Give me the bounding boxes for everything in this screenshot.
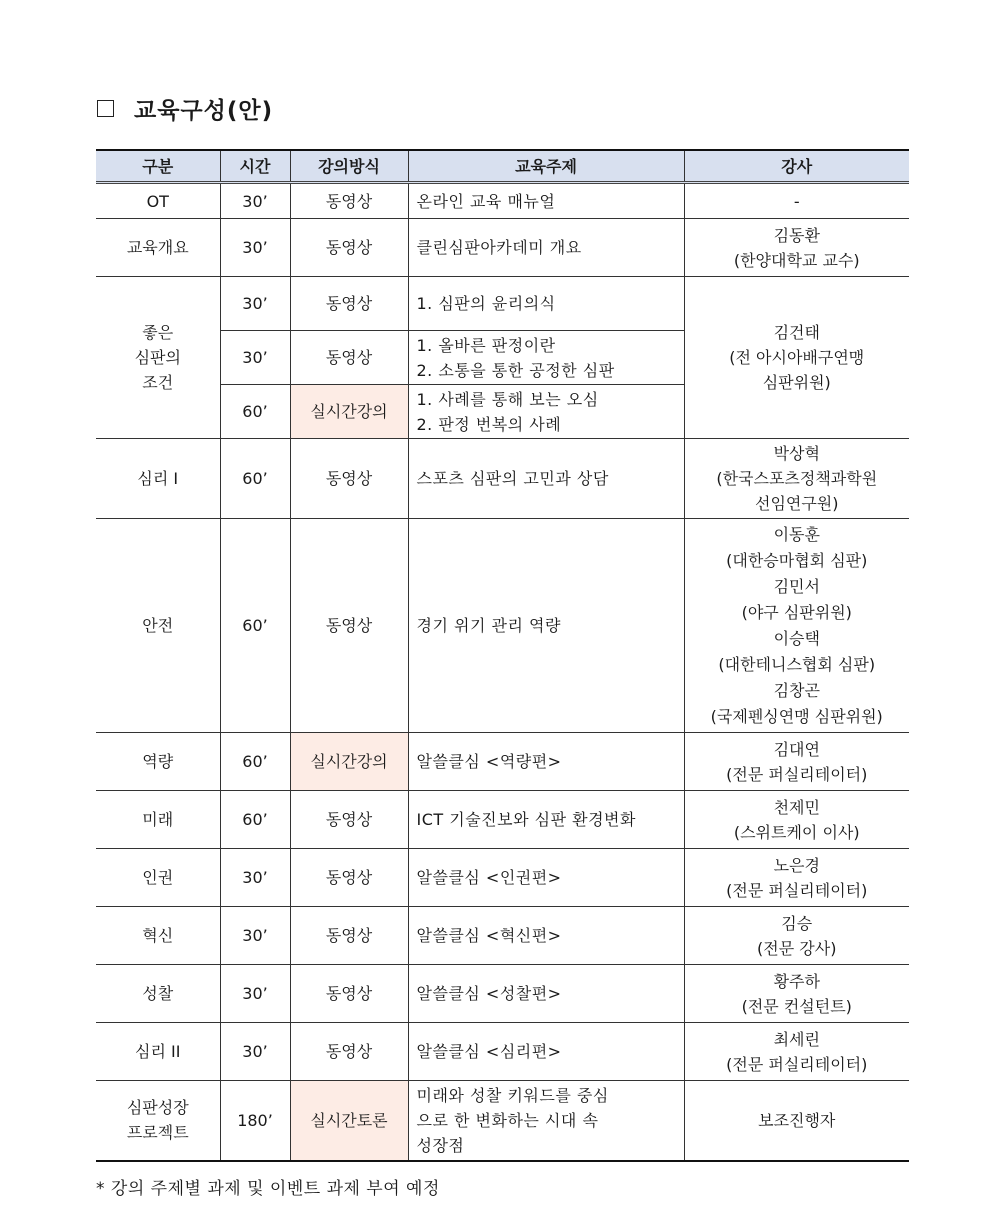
table-row [96, 965, 909, 1023]
topic-cell: 스포츠 심판의 고민과 상담 [408, 439, 684, 519]
method-cell: 동영상 [290, 1023, 408, 1081]
instructor-name: 박상혁 [773, 444, 820, 463]
instructor-cell [684, 907, 909, 965]
topic-cell [408, 277, 684, 331]
instructor-affiliation: (전문 퍼실리테이터) [726, 1054, 868, 1074]
table-row [96, 907, 909, 965]
time-cell: 60’ [220, 733, 290, 791]
category-line: 좋은 [142, 323, 174, 342]
method-cell: 동영상 [290, 965, 408, 1023]
footnote: * 강의 주제별 과제 및 이벤트 과제 부여 예정 [96, 1179, 440, 1199]
instructor-name: 김승 [781, 913, 813, 933]
table-row [96, 439, 909, 519]
time-cell: 60’ [220, 439, 290, 519]
instructor-name: 김민서 [773, 576, 820, 596]
topic-cell [408, 385, 684, 439]
instructor-affiliation: (한양대학교 교수) [733, 250, 860, 270]
instructor-name: 이동훈 [773, 524, 820, 544]
method-cell: 동영상 [290, 907, 408, 965]
topic-line: 1. 사례를 통해 보는 오심 [416, 389, 599, 409]
category-cell: 심리 II [96, 1023, 220, 1081]
instructor-cell: 보조진행자 [684, 1081, 909, 1161]
time-cell: 60’ [220, 385, 290, 439]
topic-line: 1. 심판의 윤리의식 [416, 294, 556, 313]
time-cell: 30’ [220, 965, 290, 1023]
method-cell: 동영상 [290, 219, 408, 277]
method-cell-live: 실시간강의 [290, 733, 408, 791]
topic-cell: 알쓸클심 <인권편> [408, 849, 684, 907]
topic-line: 으로 한 변화하는 시대 속 [416, 1110, 599, 1130]
section-title [97, 90, 273, 126]
method-cell: 동영상 [290, 849, 408, 907]
instructor-affiliation: (전문 강사) [757, 938, 837, 958]
category-cell [96, 277, 220, 439]
header-topic: 교육주제 [408, 150, 684, 183]
method-cell: 동영상 [290, 183, 408, 219]
time-cell: 30’ [220, 331, 290, 385]
category-cell: 교육개요 [96, 219, 220, 277]
instructor-affiliation: (한국스포츠정책과학원 [716, 469, 878, 488]
instructor-name: 천제민 [773, 797, 820, 817]
instructor-name: 김대연 [773, 739, 820, 759]
topic-cell [408, 331, 684, 385]
time-cell: 60’ [220, 519, 290, 733]
instructor-name: 황주하 [773, 971, 820, 991]
table-row [96, 1023, 909, 1081]
category-cell: 성찰 [96, 965, 220, 1023]
instructor-cell [684, 791, 909, 849]
table-row [96, 849, 909, 907]
instructor-cell [684, 277, 909, 439]
instructor-cell [684, 219, 909, 277]
method-cell: 동영상 [290, 519, 408, 733]
time-cell: 30’ [220, 277, 290, 331]
instructor-affiliation: (전문 컨설턴트) [741, 996, 852, 1016]
table-row [96, 733, 909, 791]
category-cell: OT [96, 183, 220, 219]
instructor-affiliation: (대한승마협회 심판) [726, 550, 868, 570]
instructor-affiliation: (전문 퍼실리테이터) [726, 880, 868, 900]
table-row [96, 791, 909, 849]
instructor-affiliation: (야구 심판위원) [741, 602, 852, 622]
topic-cell: 경기 위기 관리 역량 [408, 519, 684, 733]
instructor-cell [684, 439, 909, 519]
category-line: 프로젝트 [126, 1123, 189, 1143]
topic-cell: ICT 기술진보와 심판 환경변화 [408, 791, 684, 849]
table-header-row [96, 150, 909, 183]
instructor-name: 김건태 [773, 323, 820, 342]
method-cell: 동영상 [290, 277, 408, 331]
instructor-name: 노은경 [773, 855, 820, 875]
topic-line: 1. 올바른 판정이란 [416, 335, 556, 355]
instructor-cell [684, 519, 909, 733]
topic-cell: 알쓸클심 <혁신편> [408, 907, 684, 965]
table-row [96, 219, 909, 277]
category-cell: 인권 [96, 849, 220, 907]
instructor-affiliation: 선임연구원) [754, 494, 839, 513]
table-row [96, 277, 909, 331]
time-cell: 30’ [220, 219, 290, 277]
category-line: 심판의 [134, 348, 181, 367]
instructor-affiliation: (국제펜싱연맹 심판위원) [710, 706, 883, 726]
topic-cell: 알쓸클심 <심리편> [408, 1023, 684, 1081]
method-cell: 동영상 [290, 439, 408, 519]
instructor-name: 이승택 [773, 628, 820, 648]
instructor-affiliation: (대한테니스협회 심판) [718, 654, 876, 674]
instructor-affiliation: (전 아시아배구연맹 [729, 348, 865, 367]
instructor-affiliation: (스위트케이 이사) [733, 822, 860, 842]
header-method: 강의방식 [290, 150, 408, 183]
instructor-name: 김창곤 [773, 680, 820, 700]
checkbox-square-icon [97, 100, 114, 117]
category-cell [96, 1081, 220, 1161]
instructor-cell [684, 965, 909, 1023]
category-line: 조건 [142, 373, 174, 392]
method-cell: 동영상 [290, 791, 408, 849]
time-cell: 30’ [220, 907, 290, 965]
topic-cell: 클린심판아카데미 개요 [408, 219, 684, 277]
table-row [96, 1081, 909, 1161]
category-cell: 역량 [96, 733, 220, 791]
topic-line: 2. 소통을 통한 공정한 심판 [416, 360, 615, 380]
method-cell-live: 실시간토론 [290, 1081, 408, 1161]
instructor-cell [684, 733, 909, 791]
topic-cell: 알쓸클심 <성찰편> [408, 965, 684, 1023]
instructor-cell [684, 849, 909, 907]
time-cell: 30’ [220, 1023, 290, 1081]
table-row [96, 183, 909, 219]
time-cell: 180’ [220, 1081, 290, 1161]
method-cell: 동영상 [290, 331, 408, 385]
category-cell: 미래 [96, 791, 220, 849]
topic-line: 성장점 [416, 1135, 465, 1155]
instructor-cell [684, 1023, 909, 1081]
page-title: 교육구성(안) [134, 97, 274, 124]
topic-cell [408, 1081, 684, 1161]
instructor-affiliation: 심판위원) [762, 373, 831, 392]
header-time: 시간 [220, 150, 290, 183]
topic-line: 미래와 성찰 키워드를 중심 [416, 1085, 609, 1105]
category-cell: 심리 I [96, 439, 220, 519]
instructor-cell: - [684, 183, 909, 219]
instructor-affiliation: (전문 퍼실리테이터) [726, 764, 868, 784]
category-cell: 혁신 [96, 907, 220, 965]
table-row [96, 519, 909, 733]
topic-cell: 온라인 교육 매뉴얼 [408, 183, 684, 219]
category-line: 심판성장 [126, 1098, 189, 1118]
curriculum-table [96, 149, 909, 1162]
time-cell: 30’ [220, 849, 290, 907]
topic-line: 2. 판정 번복의 사례 [416, 414, 562, 434]
header-instructor: 강사 [684, 150, 909, 183]
time-cell: 30’ [220, 183, 290, 219]
category-cell: 안전 [96, 519, 220, 733]
header-category: 구분 [96, 150, 220, 183]
method-cell-live: 실시간강의 [290, 385, 408, 439]
topic-cell: 알쓸클심 <역량편> [408, 733, 684, 791]
time-cell: 60’ [220, 791, 290, 849]
instructor-name: 최세린 [773, 1029, 820, 1049]
instructor-name: 김동환 [773, 225, 820, 245]
